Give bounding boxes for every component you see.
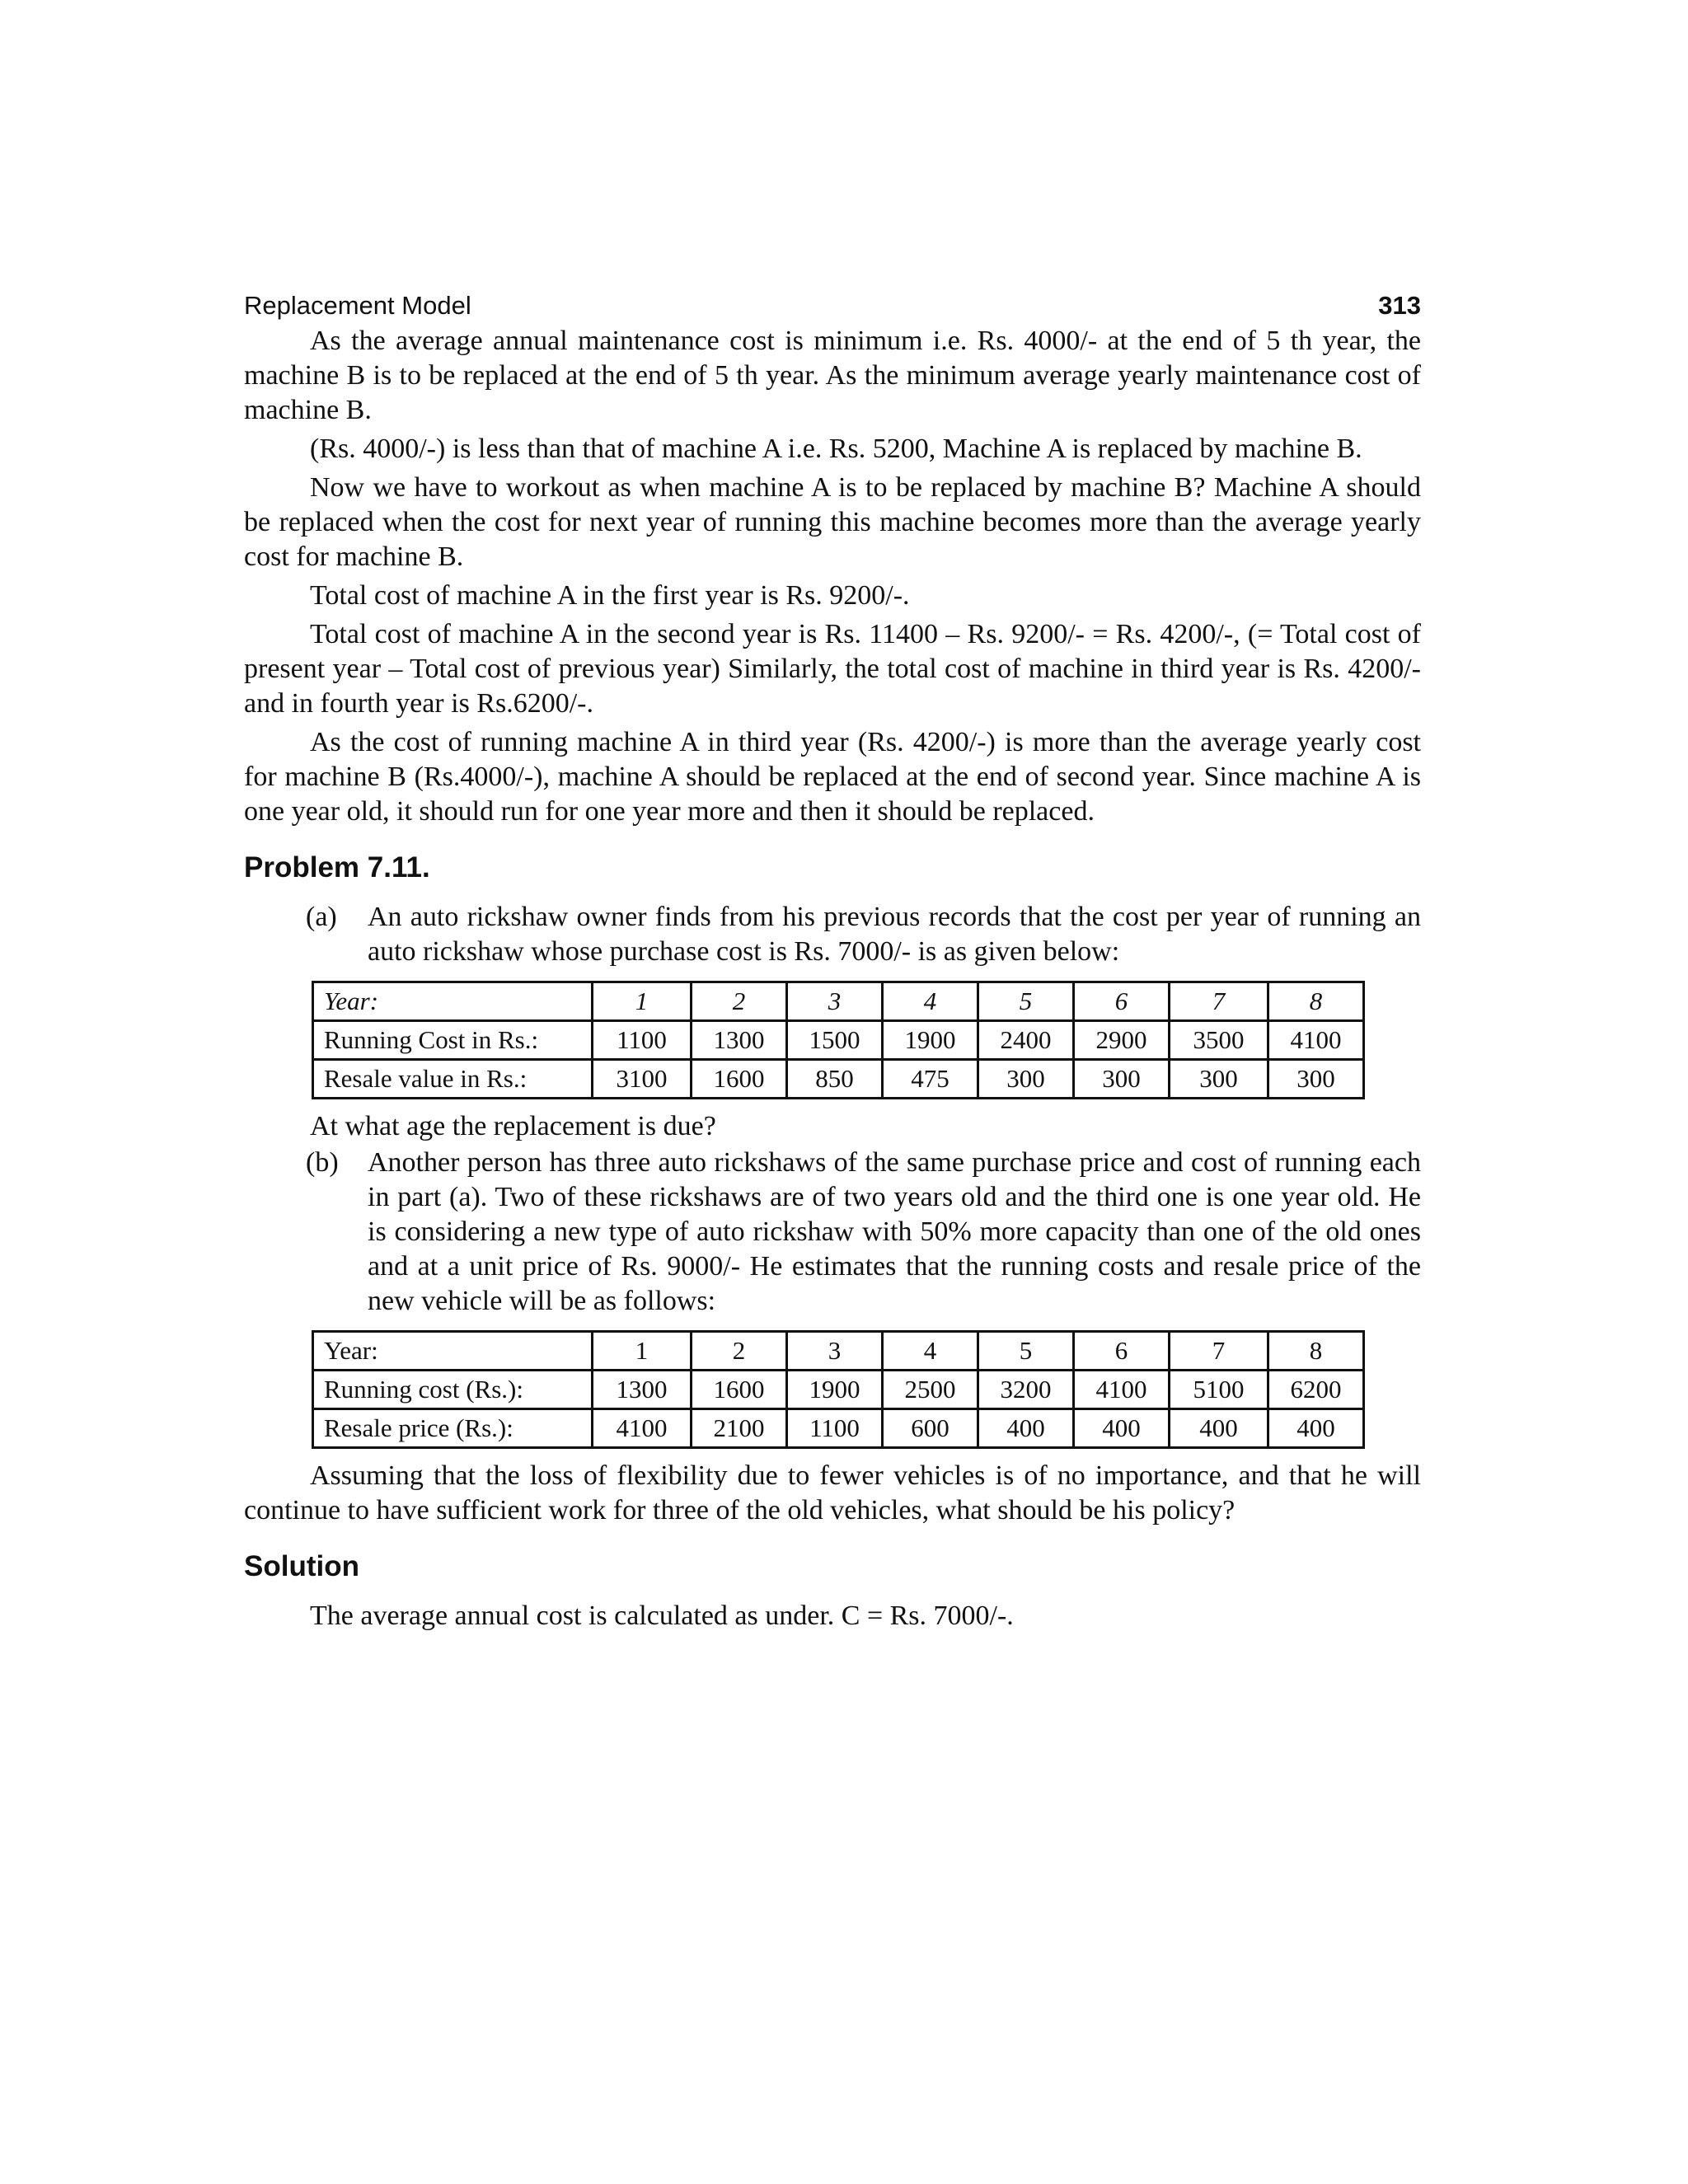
- table-header-row: [313, 1332, 1364, 1371]
- table-cell: 5: [978, 1332, 1074, 1371]
- table-cell: 1900: [883, 1021, 978, 1060]
- part-b: [244, 1146, 1421, 1319]
- paragraph: (Rs. 4000/-) is less than that of machine A i.e. Rs. 5200, Machine A is replaced by machine B.: [310, 434, 1362, 464]
- table-cell: 400: [978, 1409, 1074, 1448]
- table-cell: 2400: [978, 1021, 1074, 1060]
- table-cell: 475: [883, 1060, 978, 1099]
- chapter-title: Replacement Model: [244, 291, 471, 320]
- part-a-text: An auto rickshaw owner finds from his previous records that the cost per year of running an auto rickshaw whose purchase cost is Rs. 7000/- is as given below:: [368, 902, 1421, 967]
- part-b-text: Another person has three auto rickshaws of the same purchase price and cost of running each in part (a). Two of these rickshaws are of two years old and the third one is one year old. He is considering a new type of auto rickshaw with 50% more capacity than one of the old ones and at a unit price of Rs. 9000/- He estimates that the running costs and resale price of the new vehicle will be as follows:: [368, 1147, 1421, 1316]
- table-cell: 3100: [593, 1060, 692, 1099]
- table-cell: 5: [978, 982, 1074, 1021]
- question-a: At what age the replacement is due?: [310, 1111, 716, 1141]
- table-cell: 1300: [593, 1371, 692, 1409]
- table-cell: 8: [1268, 982, 1364, 1021]
- table-cell: 400: [1268, 1409, 1364, 1448]
- running-cost-table-b: [312, 1330, 1365, 1449]
- solution-heading: Solution: [244, 1550, 359, 1582]
- running-cost-table-a: [312, 981, 1365, 1099]
- table-row: [313, 1060, 1364, 1099]
- table-cell: 4: [883, 1332, 978, 1371]
- paragraph: Total cost of machine A in the first year is Rs. 9200/-.: [310, 580, 910, 611]
- part-b-label: (b): [306, 1147, 339, 1178]
- table-cell: 4100: [593, 1409, 692, 1448]
- table-cell: 8: [1268, 1332, 1364, 1371]
- table-header-label: Year:: [313, 1332, 593, 1371]
- table-row: [313, 1409, 1364, 1448]
- solution-text: The average annual cost is calculated as under. C = Rs. 7000/-.: [310, 1601, 1014, 1631]
- table-cell: 2100: [692, 1409, 787, 1448]
- table-cell: 7: [1170, 1332, 1268, 1371]
- paragraph: As the average annual maintenance cost is minimum i.e. Rs. 4000/- at the end of 5 th year, the machine B is to be replaced at the end of 5 th year. As the minimum average yearly maintenance cost of machine B.: [244, 326, 1421, 425]
- row-label: Running Cost in Rs.:: [313, 1021, 593, 1060]
- table-cell: 6: [1074, 982, 1170, 1021]
- table-row: [313, 1371, 1364, 1409]
- table-cell: 3500: [1170, 1021, 1268, 1060]
- table-cell: 850: [787, 1060, 883, 1099]
- table-cell: 1600: [692, 1060, 787, 1099]
- part-a: [244, 900, 1421, 969]
- table-cell: 1100: [787, 1409, 883, 1448]
- row-label: Running cost (Rs.):: [313, 1371, 593, 1409]
- table-cell: 2500: [883, 1371, 978, 1409]
- paragraph: Total cost of machine A in the second year is Rs. 11400 – Rs. 9200/- = Rs. 4200/-, (= Total cost of present year – Total cost of previous year) Similarly, the total cost of machine in third year is Rs. 4200/- and in fourth year is Rs.6200/-.: [244, 619, 1421, 719]
- table-cell: 600: [883, 1409, 978, 1448]
- paragraph: Now we have to workout as when machine A is to be replaced by machine B? Machine A should be replaced when the cost for next year of running this machine becomes more than the average yearly cost for machine B.: [244, 472, 1421, 572]
- table-cell: 3: [787, 982, 883, 1021]
- closing-paragraph: Assuming that the loss of flexibility due to fewer vehicles is of no importance, and that he will continue to have sufficient work for three of the old vehicles, what should be his policy?: [244, 1460, 1421, 1526]
- table-cell: 2: [692, 1332, 787, 1371]
- table-cell: 3: [787, 1332, 883, 1371]
- page: [244, 284, 1421, 1638]
- table-cell: 300: [1268, 1060, 1364, 1099]
- table-cell: 4100: [1074, 1371, 1170, 1409]
- running-header: [244, 284, 1421, 324]
- table-cell: 6: [1074, 1332, 1170, 1371]
- table-cell: 4100: [1268, 1021, 1364, 1060]
- paragraph: As the cost of running machine A in third year (Rs. 4200/-) is more than the average yearly cost for machine B (Rs.4000/-), machine A should be replaced at the end of second year. Since machine A is one year old, it should run for one year more and then it should be replaced.: [244, 727, 1421, 827]
- table-cell: 4: [883, 982, 978, 1021]
- table-cell: 1900: [787, 1371, 883, 1409]
- part-a-label: (a): [306, 902, 337, 932]
- table-cell: 1: [593, 1332, 692, 1371]
- table-cell: 5100: [1170, 1371, 1268, 1409]
- problem-heading: Problem 7.11.: [244, 851, 430, 883]
- table-cell: 300: [1170, 1060, 1268, 1099]
- table-cell: 1: [593, 982, 692, 1021]
- table-cell: 1600: [692, 1371, 787, 1409]
- table-cell: 2900: [1074, 1021, 1170, 1060]
- table-cell: 2: [692, 982, 787, 1021]
- row-label: Resale price (Rs.):: [313, 1409, 593, 1448]
- table-row: [313, 1021, 1364, 1060]
- table-cell: 3200: [978, 1371, 1074, 1409]
- table-header-label: Year:: [313, 982, 593, 1021]
- page-number: 313: [1378, 291, 1421, 320]
- table-cell: 400: [1170, 1409, 1268, 1448]
- row-label: Resale value in Rs.:: [313, 1060, 593, 1099]
- table-cell: 1100: [593, 1021, 692, 1060]
- table-cell: 300: [978, 1060, 1074, 1099]
- page-body: [244, 324, 1421, 1633]
- table-header-row: [313, 982, 1364, 1021]
- table-cell: 300: [1074, 1060, 1170, 1099]
- table-cell: 400: [1074, 1409, 1170, 1448]
- table-cell: 7: [1170, 982, 1268, 1021]
- table-cell: 1300: [692, 1021, 787, 1060]
- table-cell: 1500: [787, 1021, 883, 1060]
- table-cell: 6200: [1268, 1371, 1364, 1409]
